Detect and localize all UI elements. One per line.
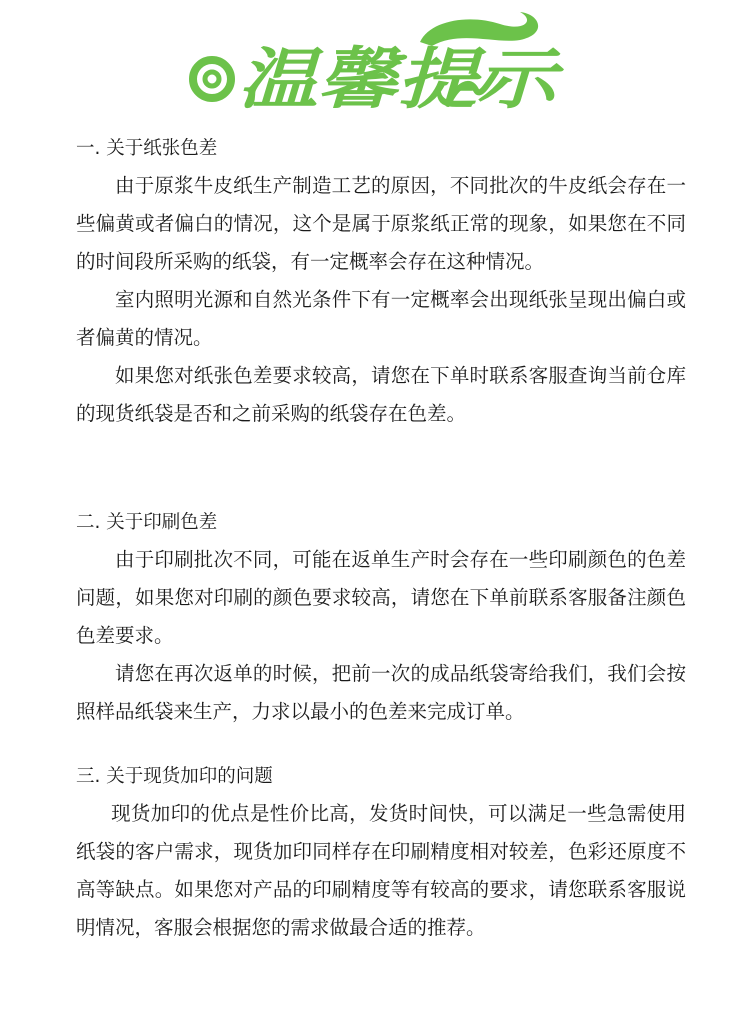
header-banner bbox=[0, 0, 750, 125]
title-graphic bbox=[0, 0, 750, 125]
paragraph: 室内照明光源和自然光条件下有一定概率会出现纸张呈现出偏白或者偏黄的情况。 bbox=[76, 288, 686, 349]
section-stock-printing bbox=[76, 762, 686, 947]
section-heading: 一. 关于纸张色差 bbox=[76, 138, 218, 159]
section-heading: 三. 关于现货加印的问题 bbox=[76, 766, 273, 787]
paragraph: 现货加印的优点是性价比高，发货时间快，可以满足一些急需使用纸袋的客户需求，现货加印同样存在印刷精度相对较差，色彩还原度不高等缺点。如果您对产品的印刷精度等有较高的要求，请您联系客服说明情况，客服会根据您的需求做最合适的推荐。 bbox=[76, 802, 686, 939]
swirl-left-icon bbox=[193, 60, 231, 98]
section-heading: 二. 关于印刷色差 bbox=[76, 512, 218, 533]
section-print-color bbox=[76, 508, 686, 731]
paragraph: 由于原浆牛皮纸生产制造工艺的原因，不同批次的牛皮纸会存在一些偏黄或者偏白的情况，这个是属于原浆纸正常的现象，如果您在不同的时间段所采购的纸袋，有一定概率会存在这种情况。 bbox=[76, 174, 686, 273]
paragraph: 由于印刷批次不同，可能在返单生产时会存在一些印刷颜色的色差问题，如果您对印刷的颜色要求较高，请您在下单前联系客服备注颜色色差要求。 bbox=[76, 548, 686, 647]
page-title: 温馨提示 bbox=[238, 41, 565, 118]
paragraph: 如果您对纸张色差要求较高，请您在下单时联系客服查询当前仓库的现货纸袋是否和之前采购的纸袋存在色差。 bbox=[76, 364, 686, 425]
section-paper-color bbox=[76, 134, 686, 433]
paragraph: 请您在再次返单的时候，把前一次的成品纸袋寄给我们，我们会按照样品纸袋来生产，力求以最小的色差来完成订单。 bbox=[76, 662, 686, 723]
